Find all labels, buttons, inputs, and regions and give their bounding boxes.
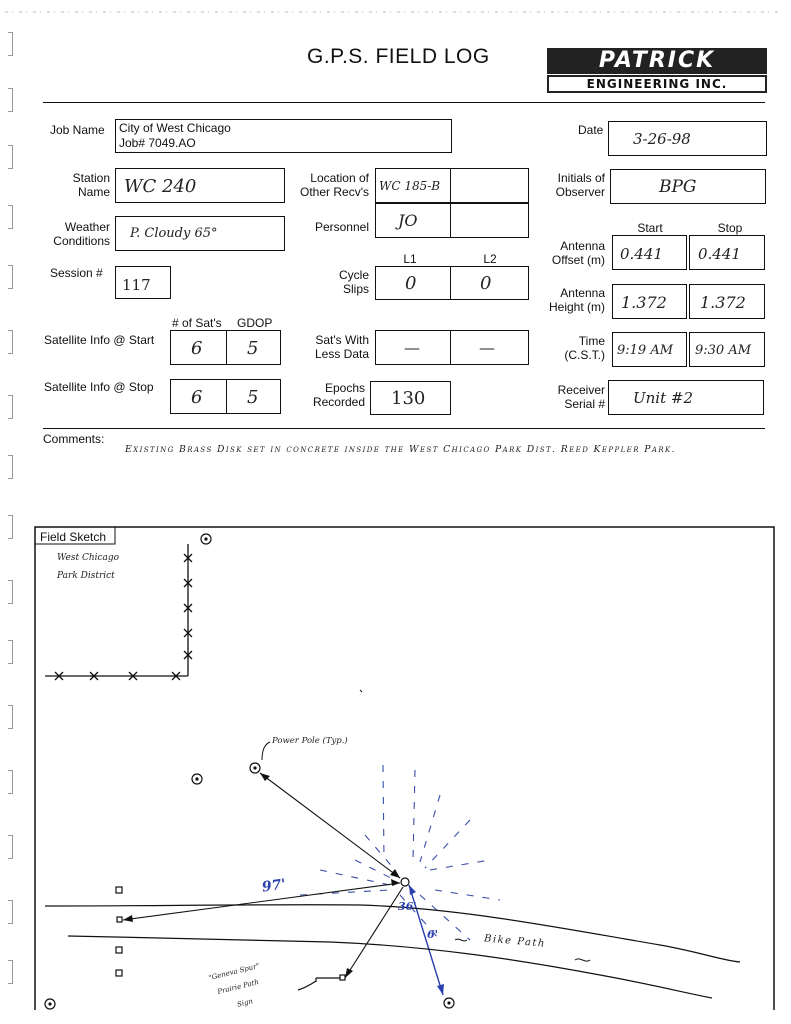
power-pole-leader (262, 742, 270, 760)
location-label-2: Other Recv's (300, 185, 369, 199)
sat-stop-gdop-value: 5 (247, 387, 259, 408)
num-sats-header: # of Sat's (172, 316, 222, 330)
gdop-header: GDOP (237, 316, 273, 330)
page-title: G.P.S. FIELD LOG (307, 45, 490, 68)
arrowhead-blue (437, 984, 444, 995)
comments-value: Existing Brass Disk set in concrete inside the West Chicago Park Dist. Reed Keppler Park. (125, 444, 676, 455)
station-name-label-2: Name (77, 185, 110, 199)
sign-marker (298, 975, 345, 990)
cycle-slips-label-1: Cycle (338, 268, 369, 282)
antenna-height-start-value: 1.372 (621, 293, 667, 312)
station-name-value: WC 240 (124, 176, 197, 197)
sats-less-label-1: Sat's With (315, 333, 369, 347)
cycle-slips-l2-value: 0 (480, 273, 492, 294)
distance-36-label: 36' (398, 900, 417, 913)
antenna-offset-label-2: Offset (m) (551, 253, 605, 267)
personnel-label: Personnel (314, 220, 369, 234)
sign-label-line2: Prairie Path (216, 978, 260, 996)
weather-label-2: Conditions (53, 234, 110, 248)
logo-wordmark: PATRICK (547, 48, 767, 74)
weather-label-1: Weather (64, 220, 110, 234)
l1-header: L1 (403, 252, 417, 266)
start-header: Start (637, 221, 663, 235)
sat-start-gdop-value: 5 (247, 338, 259, 359)
sat-stop-num-value: 6 (191, 387, 203, 408)
date-value: 3-26-98 (633, 130, 691, 148)
time-start-value: 9:19 AM (617, 343, 674, 358)
epochs-label-2: Recorded (312, 395, 365, 409)
time-label-2: (C.S.T.) (564, 348, 605, 362)
post-marker (116, 887, 122, 976)
job-name-label: Job Name (50, 123, 105, 137)
epochs-value: 130 (391, 388, 426, 409)
field-sketch-title: Field Sketch (40, 530, 107, 544)
sign-label-line3: Sign (236, 997, 254, 1009)
l2-header: L2 (483, 252, 497, 266)
initials-label-2: Observer (555, 185, 605, 199)
date-label: Date (578, 123, 604, 137)
receiver-label-1: Receiver (557, 383, 605, 397)
initials-label-1: Initials of (557, 171, 605, 185)
distance-6-label: 6' (427, 928, 439, 941)
receiver-value: Unit #2 (633, 389, 694, 407)
sign-label-line1: "Geneva Spur" (207, 961, 261, 983)
job-name-line2: Job# 7049.AO (119, 136, 196, 150)
session-value: 117 (122, 276, 151, 294)
bike-path-label: Bike Path (483, 933, 547, 950)
bike-path-squiggle (575, 959, 590, 961)
sat-start-num-value: 6 (191, 338, 203, 359)
cycle-slips-l1-value: 0 (405, 273, 417, 294)
stop-header: Stop (717, 221, 743, 235)
sketch-title-box (35, 527, 115, 544)
sketch-note-line1: West Chicago (57, 553, 120, 563)
arrowhead-blue (409, 885, 416, 895)
location-label-1: Location of (310, 171, 369, 185)
comments-label: Comments: (43, 432, 105, 446)
initials-value: BPG (659, 177, 697, 197)
antenna-offset-label-1: Antenna (560, 239, 605, 253)
sat-info-start-label: Satellite Info @ Start (44, 333, 155, 347)
benchmark-icon (444, 998, 454, 1008)
power-pole-icon (250, 763, 260, 773)
antenna-height-label-1: Antenna (560, 286, 605, 300)
antenna-offset-start-value: 0.441 (620, 245, 663, 263)
sats-less-l1-value: — (404, 338, 420, 357)
distance-97-label: 97' (261, 876, 287, 896)
arrowheads (123, 773, 400, 978)
time-label-1: Time (578, 334, 605, 348)
sats-less-label-2: Less Data (314, 347, 369, 361)
power-pole-label: Power Pole (Typ.) (272, 736, 348, 746)
weather-value: P. Cloudy 65° (130, 226, 218, 241)
time-stop-value: 9:30 AM (695, 343, 752, 358)
epochs-label-1: Epochs (324, 381, 365, 395)
sketch-speck (360, 690, 362, 692)
station-point-icon (401, 878, 409, 886)
session-label: Session # (50, 266, 103, 280)
logo-subtitle: ENGINEERING INC. (547, 75, 767, 93)
bike-path (45, 905, 740, 998)
personnel-value: JO (398, 211, 418, 230)
station-name-label-1: Station (72, 171, 110, 185)
antenna-height-stop-value: 1.372 (700, 293, 746, 312)
bike-path-squiggle (455, 939, 467, 941)
receiver-label-2: Serial # (564, 397, 605, 411)
fence-line (45, 544, 192, 680)
antenna-height-label-2: Height (m) (548, 300, 605, 314)
cycle-slips-label-2: Slips (342, 282, 369, 296)
sat-info-stop-label: Satellite Info @ Stop (44, 380, 154, 394)
antenna-offset-stop-value: 0.441 (698, 245, 741, 263)
sats-less-l2-value: — (479, 338, 495, 357)
measurement-lines (123, 773, 403, 978)
location-value: WC 185-B (379, 179, 441, 193)
job-name-line1: City of West Chicago (119, 121, 231, 135)
sketch-note-line2: Park District (57, 571, 115, 581)
